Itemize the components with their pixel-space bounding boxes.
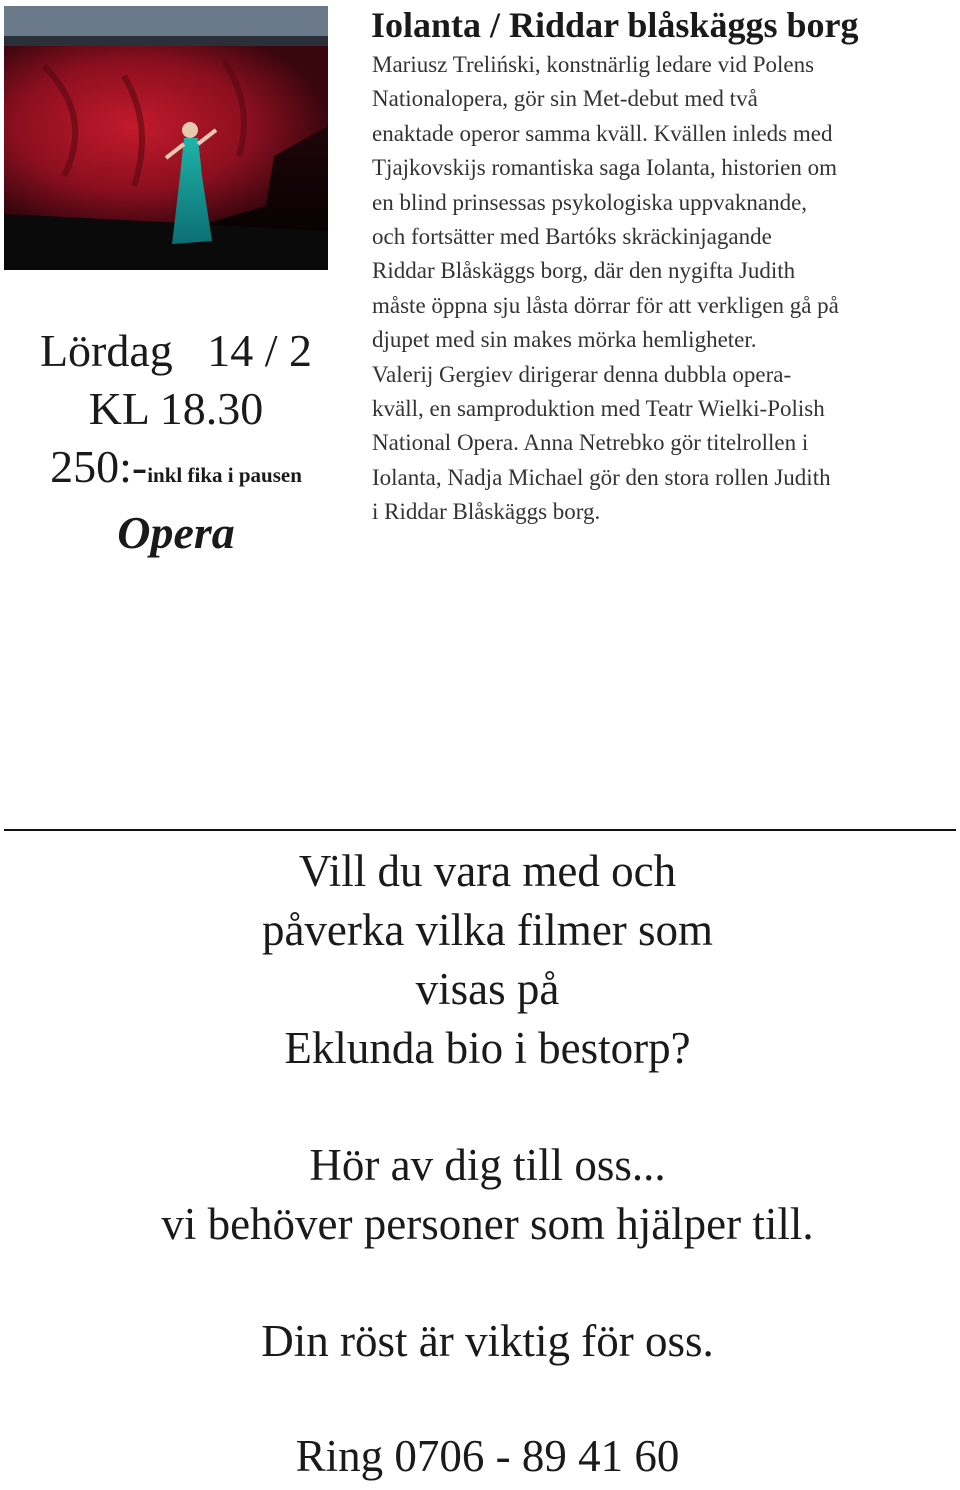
event-info: [6, 322, 346, 562]
appeal-question-line: påverka vilka filmer som: [261, 905, 714, 955]
description-line: Tjajkovskijs romantiska saga Iolanta, historien om: [372, 155, 838, 181]
description-line: kväll, en samproduktion med Teatr Wielki-Polish: [372, 396, 825, 422]
appeal-question-line: Eklunda bio i bestorp?: [284, 1023, 691, 1073]
article-title: Iolanta / Riddar blåskäggs borg: [371, 5, 859, 45]
description-line: Mariusz Treliński, konstnärlig ledare vid Polens: [372, 52, 815, 77]
opera-stage-illustration: [4, 6, 328, 270]
event-genre: Opera: [117, 507, 235, 558]
description-line: Valerij Gergiev dirigerar denna dubbla opera-: [372, 361, 792, 387]
description-line: Iolanta, Nadja Michael gör den stora rollen Judith: [372, 464, 831, 490]
article-description: [372, 48, 957, 530]
description-line: National Opera. Anna Netrebko gör titelrollen i: [372, 430, 809, 456]
description-line: Nationalopera, gör sin Met-debut med två: [372, 86, 758, 112]
description-line: måste öppna sju låsta dörrar för att verkligen gå på: [372, 292, 839, 318]
appeal-question-line: Vill du vara med och: [298, 846, 677, 896]
appeal-question-line: visas på: [415, 964, 560, 1014]
event-price: [6, 438, 346, 504]
opera-stage-photo: [4, 6, 328, 270]
event-time: KL 18.30: [88, 383, 264, 434]
description-line: enaktade operor samma kväll. Kvällen inleds med: [372, 120, 833, 146]
event-date: Lördag 14 / 2: [39, 325, 313, 376]
volunteer-appeal: [0, 842, 960, 1486]
description-line: Riddar Blåskäggs borg, där den nygifta Judith: [372, 258, 796, 284]
price-note: inkl fika i pausen: [147, 463, 302, 487]
contact-phone: Ring 0706 - 89 41 60: [295, 1431, 680, 1481]
appeal-call-line: Hör av dig till oss...: [309, 1140, 666, 1190]
price-amount: 250:-: [50, 441, 148, 492]
description-line: i Riddar Blåskäggs borg.: [372, 499, 601, 525]
description-line: djupet med sin makes mörka hemligheter.: [372, 327, 757, 353]
description-line: en blind prinsessas psykologiska uppvaknande,: [372, 189, 808, 215]
section-divider: [4, 829, 956, 831]
description-line: och fortsätter med Bartóks skräckinjagande: [372, 224, 772, 250]
appeal-importance: Din röst är viktig för oss.: [261, 1316, 714, 1366]
appeal-call-line: vi behöver personer som hjälper till.: [161, 1199, 814, 1249]
